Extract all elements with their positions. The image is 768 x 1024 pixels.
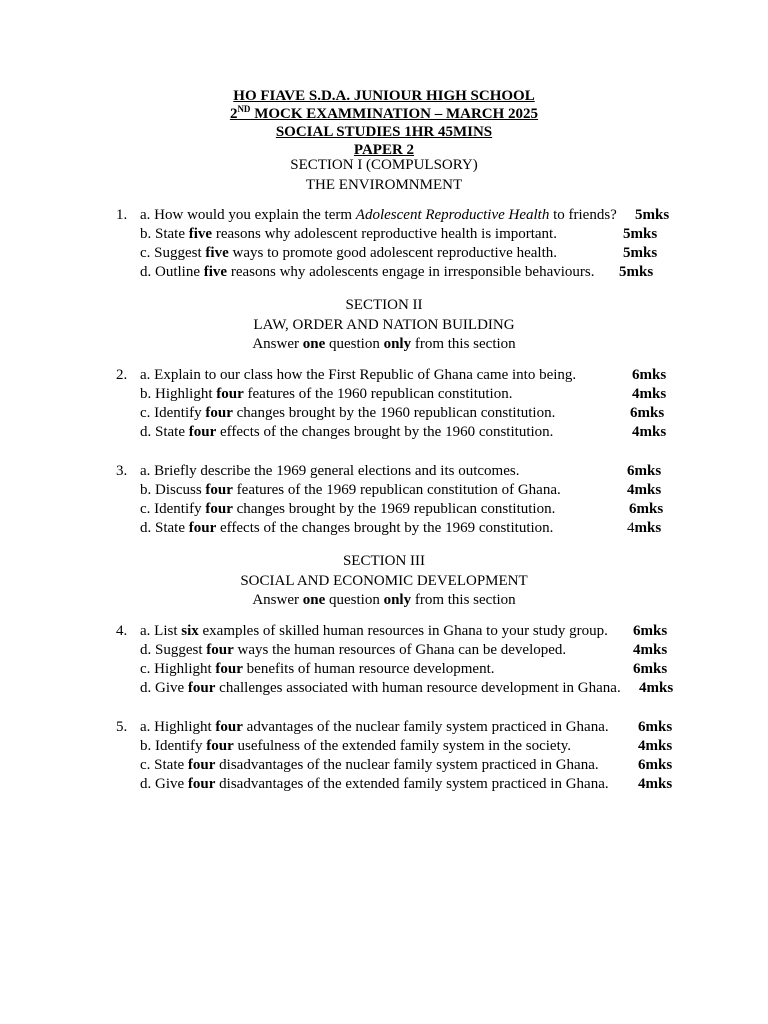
question-part: d. State four effects of the changes brought by the 1960 constitution. — [140, 424, 554, 440]
question-part: c. Suggest five ways to promote good adolescent reproductive health. — [140, 245, 557, 261]
marks-label: 4mks — [638, 776, 673, 792]
question-part: b. State five reasons why adolescent reproductive health is important. — [140, 226, 557, 242]
marks-label: 6mks — [633, 623, 668, 639]
question-part: c. Highlight four benefits of human resource development. — [140, 661, 495, 677]
question-part: d. Give four challenges associated with human resource development in Ghana. — [140, 680, 621, 696]
section-instruction: Answer one question only from this section — [252, 336, 516, 352]
marks-label: 4mks — [627, 520, 662, 536]
section-3-heading — [0, 552, 768, 611]
section-instruction: Answer one question only from this section — [252, 592, 516, 608]
marks-label: 5mks — [619, 264, 654, 280]
paper-label: PAPER 2 — [353, 142, 415, 158]
question-part: b. Identify four usefulness of the extended family system in the society. — [140, 738, 572, 754]
question-part: a. Briefly describe the 1969 general elections and its outcomes. — [140, 463, 520, 479]
question-part: b. Highlight four features of the 1960 republican constitution. — [140, 386, 513, 402]
marks-label: 4mks — [633, 642, 668, 658]
marks-label: 5mks — [635, 207, 670, 223]
marks-label: 4mks — [638, 738, 673, 754]
exam-title: 2ND MOCK EXAMMINATION – MARCH 2025 — [229, 104, 539, 122]
section-1-heading — [0, 156, 768, 195]
exam-header — [0, 87, 768, 159]
marks-label: 4mks — [627, 482, 662, 498]
school-name: HO FIAVE S.D.A. JUNIOUR HIGH SCHOOL — [233, 88, 535, 104]
subject-duration: SOCIAL STUDIES 1HR 45MINS — [275, 124, 493, 140]
question-number: 3. — [116, 463, 128, 479]
marks-label: 6mks — [633, 661, 668, 677]
marks-label: 6mks — [630, 405, 665, 421]
question-number: 5. — [116, 719, 128, 735]
marks-label: 6mks — [629, 501, 664, 517]
question-part: a. List six examples of skilled human resources in Ghana to your study group. — [140, 623, 608, 639]
question-part: a. Highlight four advantages of the nuclear family system practiced in Ghana. — [140, 719, 609, 735]
marks-label: 6mks — [638, 757, 673, 773]
question-part: c. Identify four changes brought by the 1969 republican constitution. — [140, 501, 556, 517]
question-part: d. State four effects of the changes brought by the 1969 constitution. — [140, 520, 554, 536]
section-subtitle: THE ENVIROMNMENT — [305, 176, 463, 193]
question-part: a. Explain to our class how the First Republic of Ghana came into being. — [140, 367, 577, 383]
section-title: SECTION I (COMPULSORY) — [290, 157, 478, 173]
marks-label: 5mks — [623, 226, 658, 242]
question-part: d. Give four disadvantages of the extended family system practiced in Ghana. — [140, 776, 609, 792]
question-number: 2. — [116, 367, 128, 383]
question-number: 4. — [116, 623, 128, 639]
question-part: a. How would you explain the term Adolescent Reproductive Health to friends? — [140, 207, 617, 223]
marks-label: 4mks — [639, 680, 674, 696]
marks-label: 6mks — [632, 367, 667, 383]
question-number: 1. — [116, 207, 128, 223]
question-part: d. Suggest four ways the human resources of Ghana can be developed. — [140, 642, 567, 658]
question-part: c. Identify four changes brought by the 1960 republican constitution. — [140, 405, 556, 421]
marks-label: 5mks — [623, 245, 658, 261]
question-part: b. Discuss four features of the 1969 republican constitution of Ghana. — [140, 482, 561, 498]
section-title: SECTION III — [342, 553, 426, 569]
section-title: SECTION II — [345, 297, 423, 313]
marks-label: 4mks — [632, 386, 667, 402]
section-subtitle: LAW, ORDER AND NATION BUILDING — [253, 316, 515, 333]
section-2-heading — [0, 296, 768, 355]
marks-label: 4mks — [632, 424, 667, 440]
section-subtitle: SOCIAL AND ECONOMIC DEVELOPMENT — [240, 572, 528, 589]
question-part: c. State four disadvantages of the nuclear family system practiced in Ghana. — [140, 757, 599, 773]
marks-label: 6mks — [638, 719, 673, 735]
question-part: d. Outline five reasons why adolescents engage in irresponsible behaviours. — [140, 264, 595, 280]
marks-label: 6mks — [627, 463, 662, 479]
